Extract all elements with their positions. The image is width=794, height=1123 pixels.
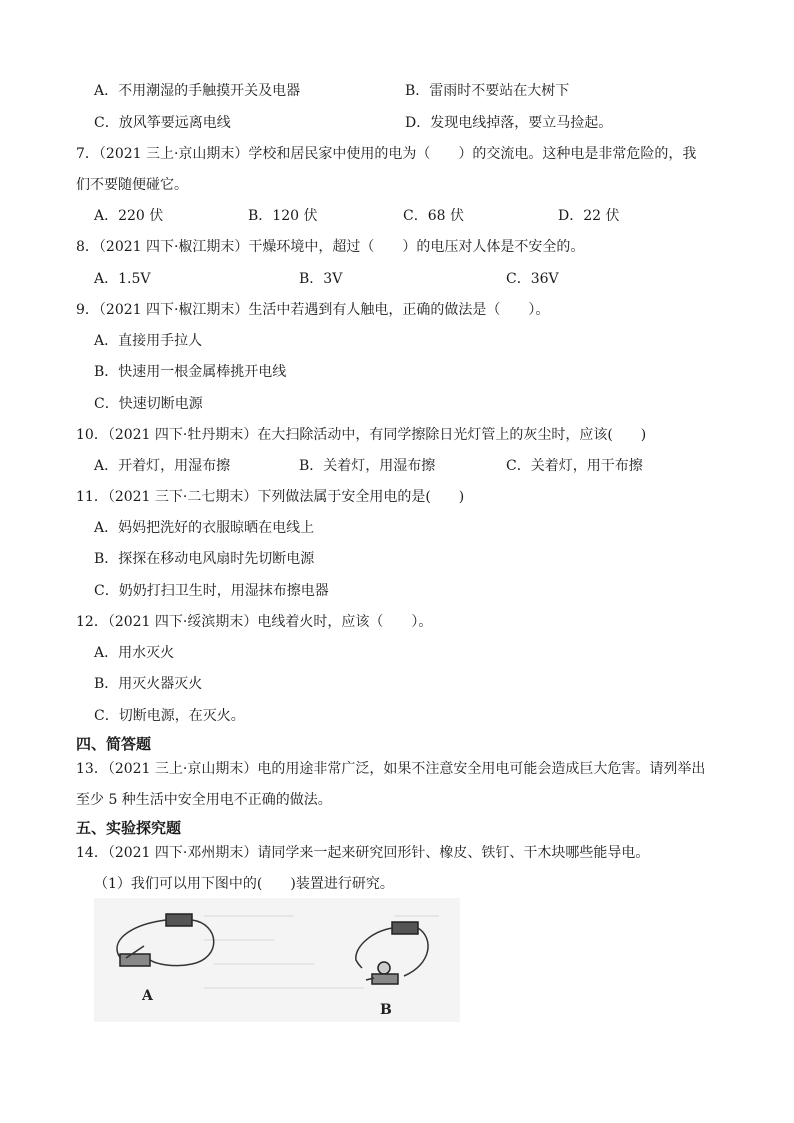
q7-option-b: B．120 伏 — [248, 208, 318, 224]
q7-option-c: C．68 伏 — [403, 208, 464, 224]
q10-option-a: A．开着灯，用湿布擦 — [94, 458, 231, 474]
option-c-top: C．放风筝要远离电线 — [94, 115, 231, 131]
question-7-line1: 7．（2021 三上·京山期末）学校和居民家中使用的电为（ ）的交流电。这种电是非常危险的，我 — [76, 146, 697, 162]
section-heading-short-answer: 四、简答题 — [76, 735, 152, 753]
circuit-diagram — [94, 898, 460, 1022]
question-10: 10．（2021 四下·牡丹期末）在大扫除活动中，有同学擦除日光灯管上的灰尘时，应该( ) — [76, 427, 647, 443]
q12-option-c: C．切断电源，在灭火。 — [94, 708, 245, 724]
q10-option-b: B．关着灯，用湿布擦 — [299, 458, 436, 474]
circuit-figure — [94, 898, 460, 1022]
option-d-top: D．发现电线掉落，要立马捡起。 — [405, 115, 613, 131]
section-heading-experiment: 五、实验探究题 — [76, 819, 182, 837]
figure-label-a: A — [142, 988, 153, 1004]
q11-option-a: A．妈妈把洗好的衣服晾晒在电线上 — [94, 520, 315, 536]
question-7-line2: 们不要随便碰它。 — [76, 177, 188, 193]
q11-option-c: C．奶奶打扫卫生时，用湿抹布擦电器 — [94, 583, 329, 599]
q8-option-c: C．36V — [506, 271, 559, 287]
question-11: 11．（2021 三下·二七期末）下列做法属于安全用电的是( ) — [76, 489, 465, 505]
option-b-top: B．雷雨时不要站在大树下 — [405, 83, 570, 99]
question-12: 12．（2021 四下·绥滨期末）电线着火时，应该（ ）。 — [76, 614, 433, 630]
question-13-line1: 13．（2021 三上·京山期末）电的用途非常广泛，如果不注意安全用电可能会造成巨大危害。请列举出 — [76, 761, 706, 777]
q9-option-b: B．快速用一根金属棒挑开电线 — [94, 364, 287, 380]
question-8: 8．（2021 四下·椒江期末）干燥环境中，超过（ ）的电压对人体是不安全的。 — [76, 239, 585, 255]
q9-option-c: C．快速切断电源 — [94, 396, 203, 412]
option-a-top: A．不用潮湿的手触摸开关及电器 — [94, 83, 301, 99]
q8-option-a: A．1.5V — [94, 271, 151, 287]
q7-option-a: A．220 伏 — [94, 208, 164, 224]
q7-option-d: D．22 伏 — [558, 208, 620, 224]
question-14: 14．（2021 四下·邓州期末）请同学来一起来研究回形针、橡皮、铁钉、干木块哪些能导电。 — [76, 845, 650, 861]
figure-label-b: B — [380, 1002, 392, 1018]
question-14-sub1: （1）我们可以用下图中的( )装置进行研究。 — [94, 876, 394, 892]
question-13-line2: 至少 5 种生活中安全用电不正确的做法。 — [76, 792, 332, 808]
question-9: 9．（2021 四下·椒江期末）生活中若遇到有人触电，正确的做法是（ ）。 — [76, 302, 550, 318]
q12-option-b: B．用灭火器灭火 — [94, 676, 203, 692]
q12-option-a: A．用水灭火 — [94, 645, 175, 661]
circuit-a — [117, 914, 214, 966]
q9-option-a: A．直接用手拉人 — [94, 333, 203, 349]
circuit-b — [356, 922, 428, 984]
q8-option-b: B．3V — [299, 271, 343, 287]
q10-option-c: C．关着灯，用干布擦 — [506, 458, 643, 474]
q11-option-b: B．探探在移动电风扇时先切断电源 — [94, 551, 315, 567]
